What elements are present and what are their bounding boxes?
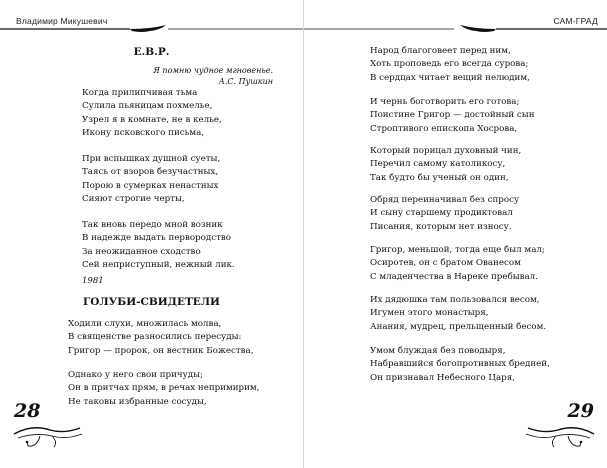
verse-line: Ходили слухи, множилась молва, — [68, 319, 222, 329]
stanza — [370, 145, 521, 185]
verse-line: При вспышках душной суеты, — [82, 154, 221, 164]
verse-line: В священстве разносились пересуды: — [68, 332, 242, 343]
running-header-author: Владимир Микушевич — [16, 16, 108, 26]
verse-line: Народ благоговеет перед ним, — [370, 46, 511, 56]
verse-line: Набравшийся богопротивных бредней, — [370, 359, 550, 370]
verse-line: Строптивого епископа Хосрова, — [370, 123, 518, 134]
header-rule-ornament — [304, 24, 607, 40]
footer-flourish-ornament — [524, 420, 596, 450]
stanza — [370, 96, 535, 136]
verse-line: Обряд переиначивал без спросу — [370, 195, 520, 205]
verse-line: Сей неприступный, нежный лик. — [82, 259, 235, 270]
verse-line: Перечил самому католикосу, — [370, 159, 506, 170]
verse-line: С младенчества в Нареке пребывал. — [370, 271, 538, 282]
verse-line: Он признавал Небесного Царя, — [370, 372, 515, 383]
footer-flourish-ornament — [12, 420, 84, 450]
stanza — [82, 153, 220, 206]
verse-line: Анания, мудрец, прельщенный бесом. — [370, 321, 547, 332]
verse-line: Порою в сумерках ненастных — [82, 180, 219, 191]
verse-line: Писания, которым нет износу. — [370, 221, 512, 232]
verse-line: Который порицал духовный чин, — [370, 146, 522, 156]
verse-line: Григор, меньшой, тогда еще был мал; — [370, 245, 545, 255]
verse-line: Игумен этого монастыря, — [370, 308, 489, 319]
poem-title-evr: Е.В.Р. — [133, 46, 170, 58]
header-rule-ornament — [0, 24, 303, 40]
verse-line: Икону псковского письма, — [82, 127, 205, 138]
epigraph — [153, 65, 273, 87]
verse-line: В надежде выдать первородство — [82, 233, 232, 244]
poem-title-golubi: ГОЛУБИ-СВИДЕТЕЛИ — [83, 296, 220, 308]
verse-line: И чернь боготворить его готова; — [370, 97, 520, 107]
verse-line: В сердцах читает вещий нелюдим, — [370, 72, 530, 83]
verse-line: За неожиданное сходство — [82, 246, 201, 257]
stanza — [68, 369, 259, 409]
verse-line: Узрел я в комнате, не в келье, — [82, 114, 222, 125]
verse-line: Не таковы избранные сосуды, — [68, 396, 207, 407]
epigraph-author: А.С. Пушкин — [218, 77, 273, 86]
verse-line: Когда прилипчивая тьма — [82, 88, 198, 98]
running-header-title: САМ-ГРАД — [553, 16, 598, 26]
stanza — [370, 45, 530, 85]
page-number-left: 28 — [14, 400, 41, 422]
verse-line: Таясь от взоров безучастных, — [82, 167, 219, 178]
stanza — [370, 244, 545, 284]
page-number-right: 29 — [567, 400, 594, 422]
poem-year: 1981 — [82, 276, 104, 286]
verse-line: Однако у него свои причуды; — [68, 370, 203, 380]
stanza — [370, 294, 546, 334]
verse-line: Поистине Григор — достойный сын — [370, 110, 535, 121]
right-page — [304, 0, 607, 468]
verse-line: Хоть проповедь его всегда сурова; — [370, 59, 529, 70]
stanza — [68, 318, 254, 358]
verse-line: Сулила пьяницам похмелье, — [82, 101, 213, 112]
verse-line: Сияют строгие черты, — [82, 193, 185, 204]
verse-line: Их дядюшка там пользовался весом, — [370, 295, 540, 305]
verse-line: Так вновь передо мной возник — [82, 220, 223, 230]
stanza — [82, 219, 235, 272]
stanza — [82, 87, 222, 140]
verse-line: Григор — пророк, он вестник Божества, — [68, 345, 254, 356]
stanza — [370, 194, 519, 234]
verse-line: Он в притчах прям, в речах непримирим, — [68, 383, 260, 394]
verse-line: Так будто бы ученый он один, — [370, 172, 509, 183]
verse-line: И сыну старшему продиктовал — [370, 208, 513, 219]
left-page — [0, 0, 303, 468]
stanza — [370, 345, 550, 385]
verse-line: Осиротев, он с братом Ованесом — [370, 258, 521, 269]
epigraph-line: Я помню чудное мгновенье. — [153, 66, 273, 75]
verse-line: Умом блуждая без поводыря, — [370, 346, 506, 356]
